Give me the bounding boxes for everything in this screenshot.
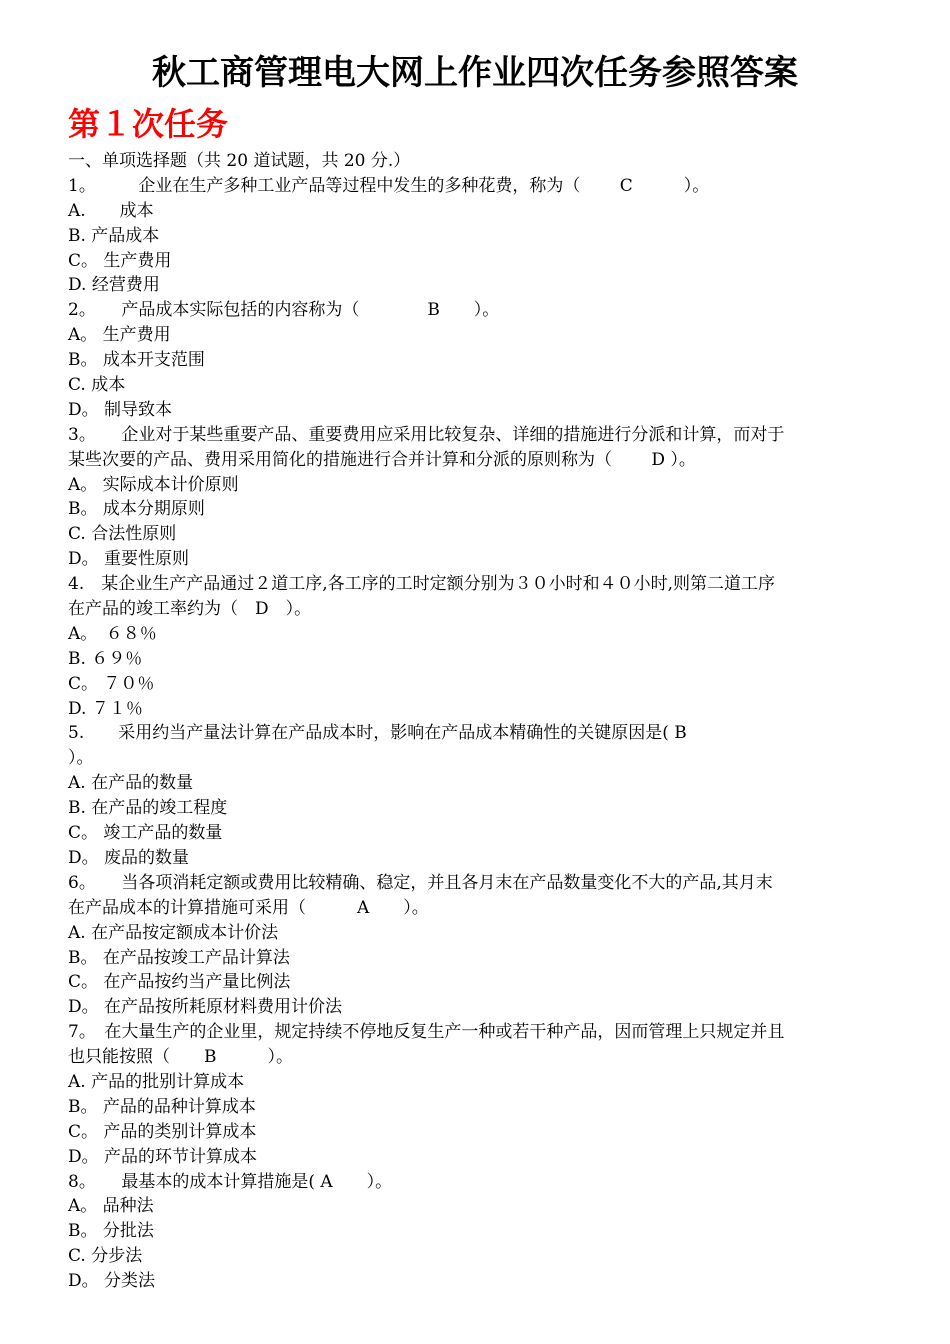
document-line: D. ７１％ (68, 698, 143, 719)
document-title: 秋工商管理电大网上作业四次任务参照答案 (152, 53, 798, 93)
document-line: 7。 在大量生产的企业里，规定持续不停地反复生产一种或若干种产品，因而管理上只规定并且 (68, 1022, 785, 1043)
document-line: 某些次要的产品、费用采用简化的措施进行合并计算和分派的原则称为（ D ）。 (68, 449, 696, 470)
document-line: B. ６９％ (68, 648, 143, 669)
document-body (68, 149, 888, 1294)
document-line: A. 成本 (68, 200, 154, 221)
document-line: 3。 企业对于某些重要产品、重要费用应采用比较复杂、详细的措施进行分派和计算，而对于 (68, 424, 785, 445)
document-line: 在产品成本的计算措施可采用（ A ）。 (68, 897, 429, 918)
document-line: 也只能按照（ B ）。 (68, 1047, 293, 1068)
document-line: 5. 采用约当产量法计算在产品成本时，影响在产品成本精确性的关键原因是( B (68, 723, 687, 744)
document-line: A。 实际成本计价原则 (68, 474, 239, 495)
document-line: B。 成本分期原则 (68, 499, 205, 520)
document-line: B。 产品的品种计算成本 (68, 1096, 256, 1117)
document-line: D。 在产品按所耗原材料费用计价法 (68, 997, 343, 1018)
document-line: B。 分批法 (68, 1221, 154, 1242)
document-line: A. 在产品的数量 (68, 773, 194, 794)
document-line: A。 ６８％ (68, 623, 157, 644)
document-line: D。 制导致本 (68, 399, 173, 420)
document-line: C. 合法性原则 (68, 524, 177, 545)
document-line: C。 生产费用 (68, 250, 172, 271)
document-line: A. 产品的批别计算成本 (68, 1071, 245, 1092)
document-line: B。 成本开支范围 (68, 350, 205, 371)
document-line: 4. 某企业生产产品通过２道工序,各工序的工时定额分别为３０小时和４０小时,则第二道工序 (68, 574, 776, 595)
question-list (68, 174, 888, 1294)
document-line: 1。 企业在生产多种工业产品等过程中发生的多种花费，称为（ C ）。 (68, 175, 710, 196)
document-line: 2。 产品成本实际包括的内容称为（ B ）。 (68, 300, 500, 321)
document-line: A。 品种法 (68, 1196, 154, 1217)
task-heading: 第１次任务 (68, 105, 229, 143)
document-line: D。 废品的数量 (68, 847, 190, 868)
document-line: D。 产品的环节计算成本 (68, 1146, 258, 1167)
document-line: D。 重要性原则 (68, 549, 190, 570)
document-line: 在产品的竣工率约为（ D ）。 (68, 599, 312, 620)
document-line: C。 产品的类别计算成本 (68, 1121, 257, 1142)
document-line: 8。 最基本的成本计算措施是( A ）。 (68, 1171, 393, 1192)
document-line: C。 竣工产品的数量 (68, 823, 223, 844)
document-line: C. 分步法 (68, 1246, 143, 1267)
document-line: B. 产品成本 (68, 225, 160, 246)
document-line: D。 分类法 (68, 1271, 156, 1292)
document-line: A。 生产费用 (68, 325, 171, 346)
document-line: D. 经营费用 (68, 275, 160, 296)
document-line: ）。 (68, 748, 94, 769)
section-heading: 一、单项选择题（共 20 道试题，共 20 分.） (68, 151, 411, 171)
document-line: B。 在产品按竣工产品计算法 (68, 947, 290, 968)
document-line: C。 在产品按约当产量比例法 (68, 972, 291, 993)
document-line: C. 成本 (68, 375, 126, 396)
document-line: 6。 当各项消耗定额或费用比较精确、稳定，并且各月末在产品数量变化不大的产品,其月末 (68, 872, 773, 893)
document-line: B. 在产品的竣工程度 (68, 798, 228, 819)
document-line: A. 在产品按定额成本计价法 (68, 922, 279, 943)
document-line: C。 ７０％ (68, 673, 155, 694)
